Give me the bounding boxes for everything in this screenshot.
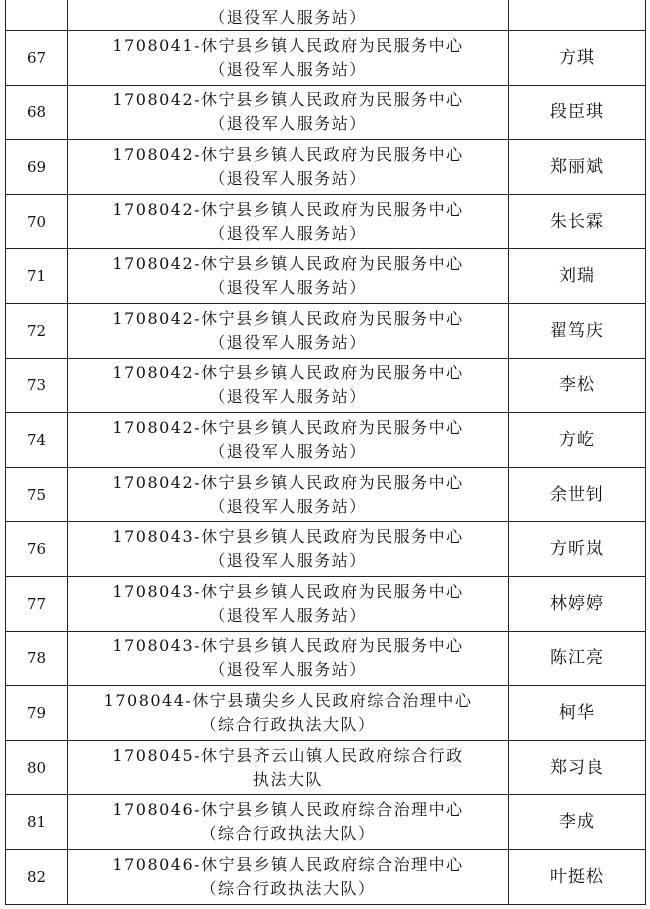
table-row — [6, 85, 646, 140]
candidate-name: 刘瑞 — [509, 249, 646, 304]
table-row — [6, 249, 646, 304]
position-cell — [68, 140, 509, 195]
row-number: 77 — [6, 576, 68, 631]
position-line-1: 1708041-休宁县乡镇人民政府为民服务中心 — [112, 35, 464, 55]
candidate-name: 段臣琪 — [509, 85, 646, 140]
candidate-name — [509, 0, 646, 31]
position-line-1: 1708044-休宁县璜尖乡人民政府综合治理中心 — [103, 690, 473, 710]
position-line-2: （退役军人服务站） — [209, 114, 367, 134]
position-line-2: 执法大队 — [252, 769, 323, 789]
candidate-name: 陈江亮 — [509, 631, 646, 686]
row-number: 80 — [6, 740, 68, 795]
row-number — [6, 0, 68, 31]
position-cell — [68, 576, 509, 631]
row-number: 78 — [6, 631, 68, 686]
row-number: 79 — [6, 686, 68, 741]
position-line-2: （退役军人服务站） — [209, 660, 367, 680]
position-line-1: 1708042-休宁县乡镇人民政府为民服务中心 — [112, 90, 464, 110]
candidate-name: 郑习良 — [509, 740, 646, 795]
results-table — [5, 0, 646, 905]
candidate-name: 翟笃庆 — [509, 303, 646, 358]
table-row — [6, 522, 646, 577]
table-row — [6, 31, 646, 86]
table-row — [6, 631, 646, 686]
table-row — [6, 686, 646, 741]
position-line-2: （综合行政执法大队） — [200, 714, 376, 734]
candidate-name: 林婷婷 — [509, 576, 646, 631]
candidate-name: 柯华 — [509, 686, 646, 741]
table-row — [6, 0, 646, 31]
table-row — [6, 467, 646, 522]
position-line-1: 1708042-休宁县乡镇人民政府为民服务中心 — [112, 308, 464, 328]
position-cell — [68, 631, 509, 686]
position-cell — [68, 31, 509, 86]
row-number: 82 — [6, 849, 68, 904]
table-row — [6, 413, 646, 468]
position-line-1: 1708042-休宁县乡镇人民政府为民服务中心 — [112, 144, 464, 164]
position-line-2: （退役军人服务站） — [209, 441, 367, 461]
row-number: 71 — [6, 249, 68, 304]
position-line-1: 1708042-休宁县乡镇人民政府为民服务中心 — [112, 363, 464, 383]
position-cell — [68, 303, 509, 358]
row-number: 72 — [6, 303, 68, 358]
position-line-2: （退役军人服务站） — [209, 168, 367, 188]
position-line-1: 1708042-休宁县乡镇人民政府为民服务中心 — [112, 472, 464, 492]
position-line-2: （退役军人服务站） — [209, 59, 367, 79]
position-line-1: 1708042-休宁县乡镇人民政府为民服务中心 — [112, 199, 464, 219]
position-line-2: （退役军人服务站） — [209, 387, 367, 407]
candidate-name: 李成 — [509, 795, 646, 850]
candidate-name: 李松 — [509, 358, 646, 413]
row-number: 81 — [6, 795, 68, 850]
table-row — [6, 303, 646, 358]
position-line-2: （综合行政执法大队） — [200, 878, 376, 898]
position-cell — [68, 413, 509, 468]
position-cell — [68, 0, 509, 31]
position-cell — [68, 358, 509, 413]
position-line-1: 1708043-休宁县乡镇人民政府为民服务中心 — [112, 636, 464, 656]
candidate-name: 方琪 — [509, 31, 646, 86]
candidate-name: 方昕岚 — [509, 522, 646, 577]
candidate-name: 郑丽斌 — [509, 140, 646, 195]
position-line-1: 1708042-休宁县乡镇人民政府为民服务中心 — [112, 417, 464, 437]
row-number: 70 — [6, 194, 68, 249]
row-number: 75 — [6, 467, 68, 522]
row-number: 73 — [6, 358, 68, 413]
table-row — [6, 740, 646, 795]
position-line-2: （退役军人服务站） — [209, 496, 367, 516]
position-cell — [68, 249, 509, 304]
row-number: 69 — [6, 140, 68, 195]
position-cell — [68, 686, 509, 741]
position-cell — [68, 467, 509, 522]
position-cell — [68, 849, 509, 904]
row-number: 68 — [6, 85, 68, 140]
position-line-1: 1708042-休宁县乡镇人民政府为民服务中心 — [112, 254, 464, 274]
position-cell — [68, 522, 509, 577]
position-line-2: （退役军人服务站） — [209, 551, 367, 571]
table-row — [6, 194, 646, 249]
position-line-2: （综合行政执法大队） — [200, 824, 376, 844]
position-line-2: （退役军人服务站） — [209, 223, 367, 243]
position-line-1: 1708045-休宁县齐云山镇人民政府综合行政 — [112, 745, 464, 765]
table-row — [6, 576, 646, 631]
position-line-2: （退役军人服务站） — [209, 8, 367, 27]
row-number: 67 — [6, 31, 68, 86]
position-line-2: （退役军人服务站） — [209, 278, 367, 298]
table-row — [6, 140, 646, 195]
position-cell — [68, 740, 509, 795]
row-number: 76 — [6, 522, 68, 577]
position-line-1: 1708046-休宁县乡镇人民政府综合治理中心 — [112, 800, 464, 820]
candidate-name: 方屹 — [509, 413, 646, 468]
position-line-2: （退役军人服务站） — [209, 605, 367, 625]
candidate-name: 朱长霖 — [509, 194, 646, 249]
position-line-1: 1708046-休宁县乡镇人民政府综合治理中心 — [112, 854, 464, 874]
table-row — [6, 849, 646, 904]
table-row — [6, 358, 646, 413]
position-cell — [68, 194, 509, 249]
row-number: 74 — [6, 413, 68, 468]
position-line-1: 1708043-休宁县乡镇人民政府为民服务中心 — [112, 581, 464, 601]
candidate-name: 余世钊 — [509, 467, 646, 522]
position-line-2: （退役军人服务站） — [209, 332, 367, 352]
position-cell — [68, 85, 509, 140]
position-line-1: 1708043-休宁县乡镇人民政府为民服务中心 — [112, 527, 464, 547]
candidate-name: 叶挺松 — [509, 849, 646, 904]
position-cell — [68, 795, 509, 850]
table-row — [6, 795, 646, 850]
